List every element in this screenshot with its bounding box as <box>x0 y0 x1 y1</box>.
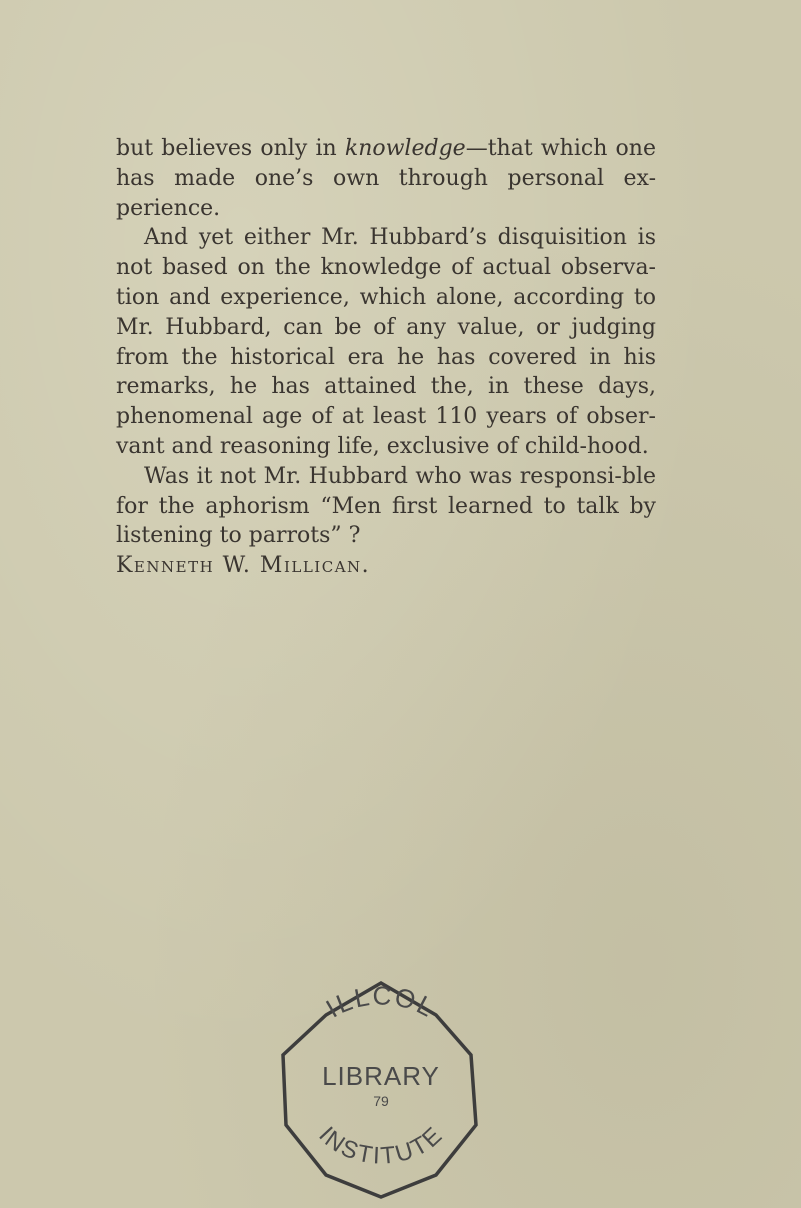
svg-text:ILLCOL <box>321 980 441 1023</box>
signature: Kenneth W. Millican. <box>116 553 371 579</box>
stamp-library-label: LIBRARY <box>322 1061 440 1091</box>
paragraph-1 <box>116 134 656 223</box>
svg-text:INSTITUTE <box>313 1121 448 1170</box>
stamp-bottom-text: INSTITUTE <box>313 1120 449 1170</box>
stamp-number: 79 <box>373 1093 389 1109</box>
paragraph-3: Was it not Mr. Hubbard who was responsi-ble for the aphorism “Men first learned to talk by listening to parrots” ? <box>116 463 656 549</box>
stamp-top-text: ILLCOL <box>320 980 441 1024</box>
paragraph-1-after: —that which one has made one’s own through personal ex-perience. <box>116 136 656 221</box>
paragraph-2: And yet either Mr. Hubbard’s disquisition is not based on the knowledge of actual observa-tion and experience, which alone, according to Mr. Hubbard, can be of any value, or judging from the historical era he has covered in his remarks, he has attained the, in these days, phenomenal age of at least 110 years of obser-vant and reasoning life, exclusive of child-hood. <box>116 225 656 459</box>
paragraph-1-before: but believes only in <box>116 136 345 161</box>
paragraph-1-emphasis: knowledge <box>344 136 466 161</box>
library-stamp <box>271 965 491 1200</box>
letter-text <box>116 134 656 581</box>
